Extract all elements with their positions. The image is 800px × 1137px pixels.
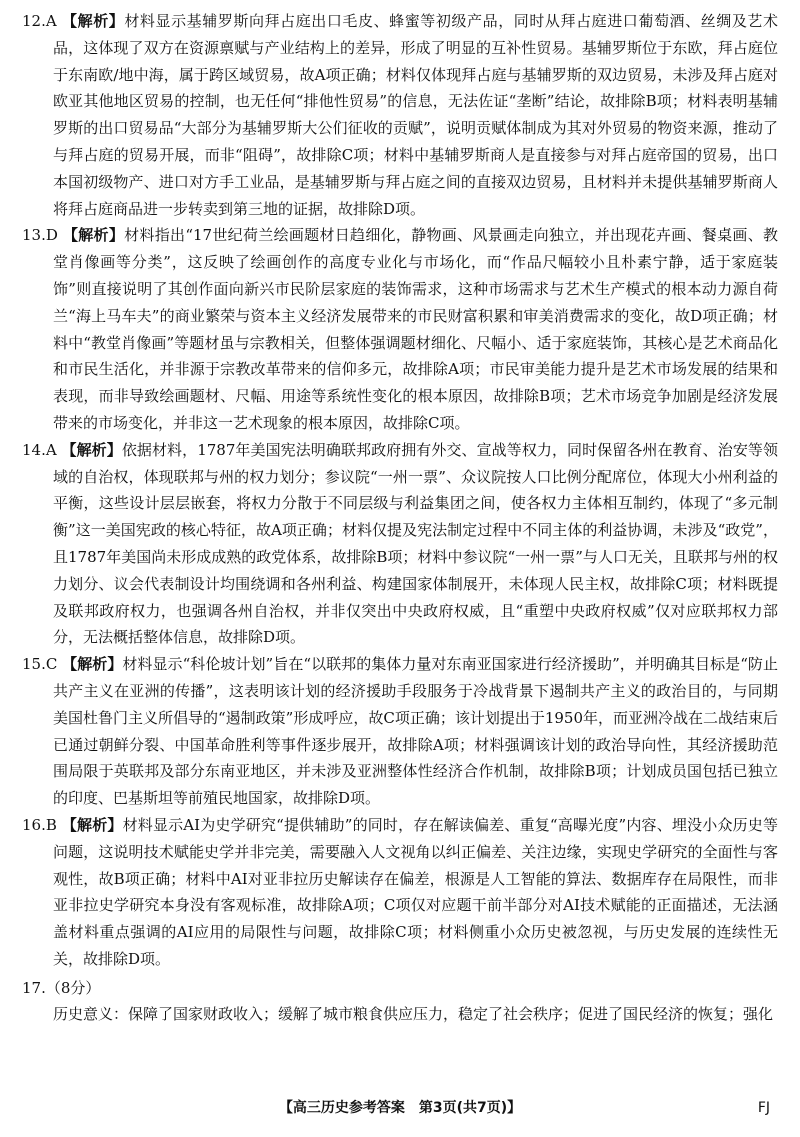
question-number: 17. xyxy=(22,978,46,997)
analysis-tag: 【解析】 xyxy=(62,12,125,30)
page-footer xyxy=(22,1098,778,1118)
analysis-text: 依据材料，1787年美国宪法明确联邦政府拥有外交、宣战等权力，同时保留各州在教育、治安等领域的自治权，体现联邦与州的权力划分；参议院“一州一票”、众议院按人口比例分配席位，体现大小州利益的平衡，这些设计层层嵌套，将权力分散于不同层级与利益集团之间，使各权力主体相互制约，体现了“多元制衡”这一美国宪政的核心特征，故A项正确；材料仅提及宪法制定过程中不同主体的利益协调，未涉及“政党”，且1787年美国尚未形成成熟的政党体系，故排除B项；材料中参议院“一州一票”与人口无关，且联邦与州的权力划分、议会代表制设计均围绕调和各州利益、构建国家体制展开，未体现人民主权，故排除C项；材料既提及联邦政府权力，也强调各州自治权，并非仅突出中央政府权威，且“重塑中央政府权威”仅对应联邦权力部分，无法概括整体信息，故排除D项。 xyxy=(53,440,778,647)
analysis-tag: 【解析】 xyxy=(61,815,123,834)
footer-code: FJ xyxy=(757,1100,770,1116)
analysis-text: 材料显示“科伦坡计划”旨在“以联邦的集体力量对东南亚国家进行经济援助”，并明确其目标是“防止共产主义在亚洲的传播”，这表明该计划的经济援助手段服务于冷战背景下遏制共产主义的政治目的，与同期美国杜鲁门主义所倡导的“遏制政策”形成呼应，故C项正确；该计划提出于1950年，而亚洲冷战在二战结束后已通过朝鲜分裂、中国革命胜利等事件逐步展开，故排除A项；材料强调该计划的政治导向性，其经济援助范围局限于英联邦及部分东南亚地区，并未涉及亚洲整体性经济合作机制，故排除B项；计划成员国包括已独立的印度、巴基斯坦等前殖民地国家，故排除D项。 xyxy=(53,655,778,808)
analysis-text: 材料指出“17世纪荷兰绘画题材日趋细化，静物画、风景画走向独立，并出现花卉画、餐桌画、教堂肖像画等分类”，这反映了绘画创作的高度专业化与市场化，而“作品尺幅较小且朴素宁静，适于家庭装饰”则直接说明了其创作面向新兴市民阶层家庭的装饰需求，这种市场需求与艺术生产模式的根本动力源自荷兰“海上马车夫”的商业繁荣与资本主义经济发展带来的市民财富积累和审美消费需求的变化，故D项正确；材料中“教堂肖像画”等题材虽与宗教相关，但整体强调题材细化、尺幅小、适于家庭装饰，其核心是艺术商品化和市民生活化，并非源于宗教改革带来的信仰多元，故排除A项；市民审美能力提升是艺术市场发展的结果和表现，而非导致绘画题材、尺幅、用途等系统性变化的根本原因，故排除B项；艺术市场竞争加剧是经济发展带来的市场变化，并非这一艺术现象的根本原因，故排除C项。 xyxy=(53,226,778,432)
analysis-tag: 【解析】 xyxy=(62,655,123,674)
analysis-tag: 【解析】 xyxy=(61,440,122,459)
question-score: （8分） xyxy=(45,978,101,997)
footer-title: 【高三历史参考答案 第3页(共7页)】 xyxy=(278,1100,522,1116)
question-17-header xyxy=(22,975,778,1002)
question-number: 15.C xyxy=(22,655,58,674)
answer-item-16 xyxy=(22,812,778,973)
answer-item-13 xyxy=(22,222,778,436)
analysis-text: 材料显示基辅罗斯向拜占庭出口毛皮、蜂蜜等初级产品，同时从拜占庭进口葡萄酒、丝绸及艺术品，这体现了双方在资源禀赋与产业结构上的差异，形成了明显的互补性贸易。基辅罗斯位于东欧，拜占庭位于东南欧/地中海，属于跨区域贸易，故A项正确；材料仅体现拜占庭与基辅罗斯的双边贸易，未涉及拜占庭对欧亚其他地区贸易的控制，也无任何“排他性贸易”的信息，无法佐证“垄断”结论，故排除B项；材料表明基辅罗斯的出口贸易品“大部分为基辅罗斯大公们征收的贡赋”，说明贡赋体制成为其对外贸易的物资来源，推动了与拜占庭的贸易开展，而非“阻碍”，故排除C项；材料中基辅罗斯商人是直接参与对拜占庭帝国的贸易，出口本国初级物产、进口对方手工业品，是基辅罗斯与拜占庭之间的直接双边贸易，且材料并未提供基辅罗斯商人将拜占庭商品进一步转卖到第三地的证据，故排除D项。 xyxy=(53,12,778,218)
question-17-answer: 历史意义：保障了国家财政收入；缓解了城市粮食供应压力，稳定了社会秩序；促进了国民经济的恢复；强化 xyxy=(53,1005,774,1024)
answer-item-15 xyxy=(22,651,778,812)
answer-item-14 xyxy=(22,437,778,651)
analysis-text: 材料显示AI为史学研究“提供辅助”的同时，存在解读偏差、重复“高曝光度”内容、埋没小众历史等问题，这说明技术赋能史学并非完美，需要融入人文视角以纠正偏差、关注边缘，实现史学研究的全面性与客观性，故B项正确；材料中AI对亚非拉历史解读存在偏差，根源是人工智能的算法、数据库存在局限性，而非亚非拉史学研究本身没有客观标准，故排除A项；C项仅对应题干前半部分对AI技术赋能的正面描述，无法涵盖材料重点强调的AI应用的局限性与问题，故排除C项；材料侧重小众历史被忽视，与历史发展的连续性无关，故排除D项。 xyxy=(53,815,778,968)
question-number: 14.A xyxy=(22,440,57,459)
answer-item-17 xyxy=(22,975,778,1029)
question-number: 13.D xyxy=(22,226,58,245)
answer-item-12 xyxy=(22,8,778,222)
analysis-tag: 【解析】 xyxy=(62,226,125,245)
question-number: 12.A xyxy=(22,12,57,30)
question-number: 16.B xyxy=(22,815,57,834)
